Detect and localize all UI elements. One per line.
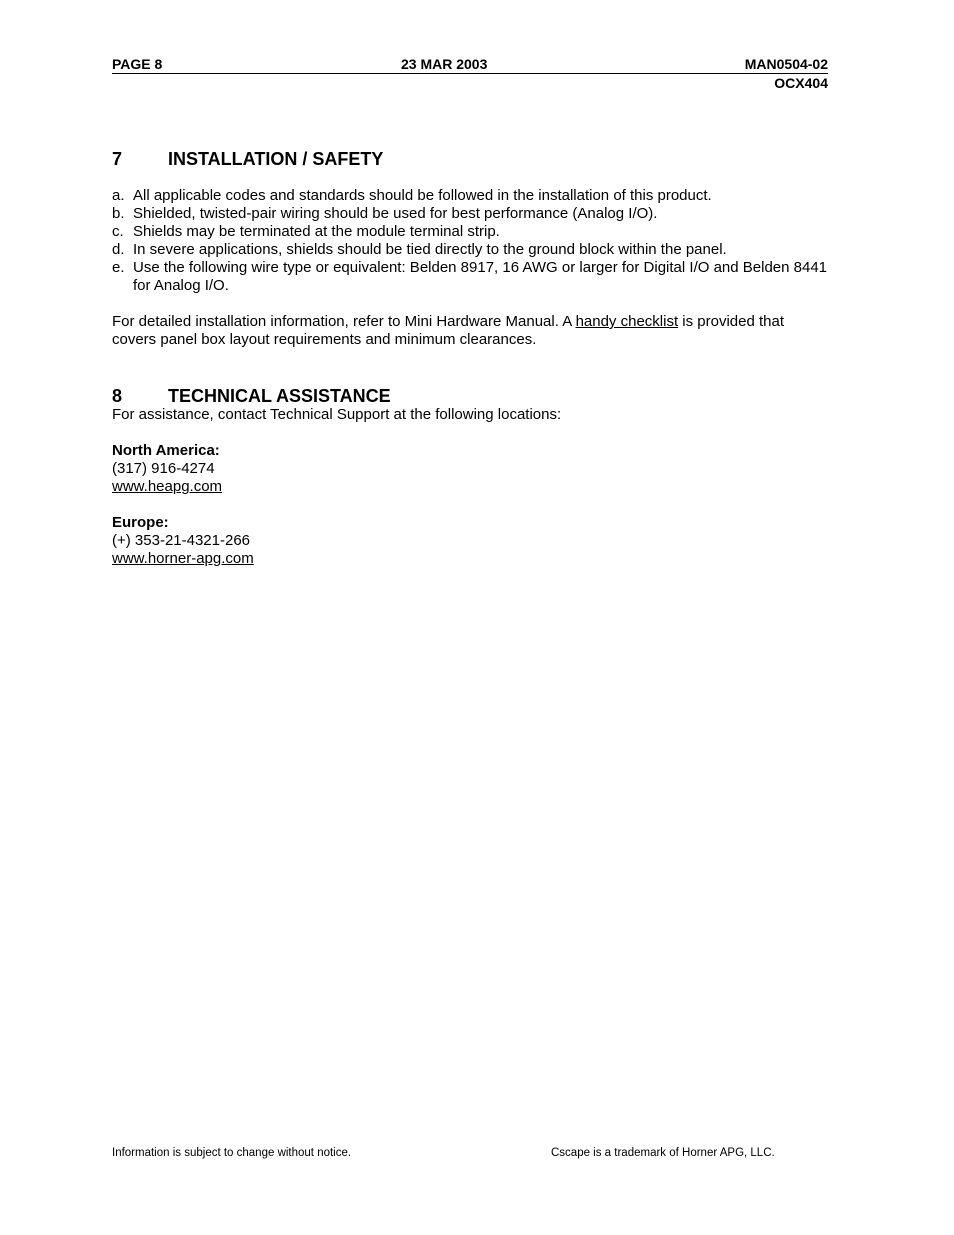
region-label: North America: (112, 442, 220, 459)
section-title: TECHNICAL ASSISTANCE (168, 386, 391, 406)
list-marker: e. (112, 259, 125, 276)
handy-checklist-link[interactable]: handy checklist (575, 313, 679, 330)
footer-trademark: Cscape is a trademark of Horner APG, LLC. (551, 1147, 775, 1159)
model-number: OCX404 (774, 75, 828, 91)
list-item (112, 223, 828, 241)
list-item (112, 187, 828, 205)
website-link[interactable]: www.heapg.com (112, 478, 223, 495)
page-number: PAGE 8 (112, 56, 163, 72)
europe-contact (112, 514, 828, 568)
assistance-intro: For assistance, contact Technical Support at the following locations: (112, 406, 562, 423)
website-link[interactable]: www.horner-apg.com (112, 550, 254, 567)
section-title: INSTALLATION / SAFETY (168, 149, 384, 169)
north-america-contact (112, 442, 828, 496)
list-item (112, 205, 828, 223)
section-heading-installation (112, 148, 383, 170)
list-item (112, 241, 828, 259)
paragraph-text: is provided that covers panel box layout requirements and minimum clearances. (112, 313, 785, 348)
document-number: MAN0504-02 (744, 56, 828, 72)
section-number: 7 (112, 149, 123, 169)
phone-number: (+) 353-21-4321-266 (112, 532, 251, 549)
list-item (112, 259, 828, 295)
list-marker: c. (112, 223, 124, 240)
list-marker: d. (112, 241, 125, 258)
list-item-text: Shielded, twisted-pair wiring should be used for best performance (Analog I/O). (133, 205, 658, 222)
list-item-text: Shields may be terminated at the module terminal strip. (133, 223, 500, 240)
footer-disclaimer: Information is subject to change without notice. (112, 1147, 352, 1159)
list-item-text: Use the following wire type or equivalent: Belden 8917, 16 AWG or larger for Digital I/O and Belden 8441 for Analog I/O. (133, 259, 828, 294)
paragraph-text: For detailed installation information, refer to Mini Hardware Manual. A (112, 313, 576, 330)
list-marker: b. (112, 205, 125, 222)
list-item-text: All applicable codes and standards should be followed in the installation of this product. (133, 187, 712, 204)
phone-number: (317) 916-4274 (112, 460, 215, 477)
header-row (112, 56, 828, 74)
document-date: 23 MAR 2003 (401, 56, 488, 72)
section-number: 8 (112, 386, 123, 406)
list-item-text: In severe applications, shields should be tied directly to the ground block within the panel. (133, 241, 727, 258)
list-marker: a. (112, 187, 125, 204)
installation-list (112, 187, 828, 295)
region-label: Europe: (112, 514, 169, 531)
section-heading-technical-assistance (112, 385, 391, 407)
installation-paragraph (112, 313, 828, 349)
page-header (112, 56, 828, 92)
